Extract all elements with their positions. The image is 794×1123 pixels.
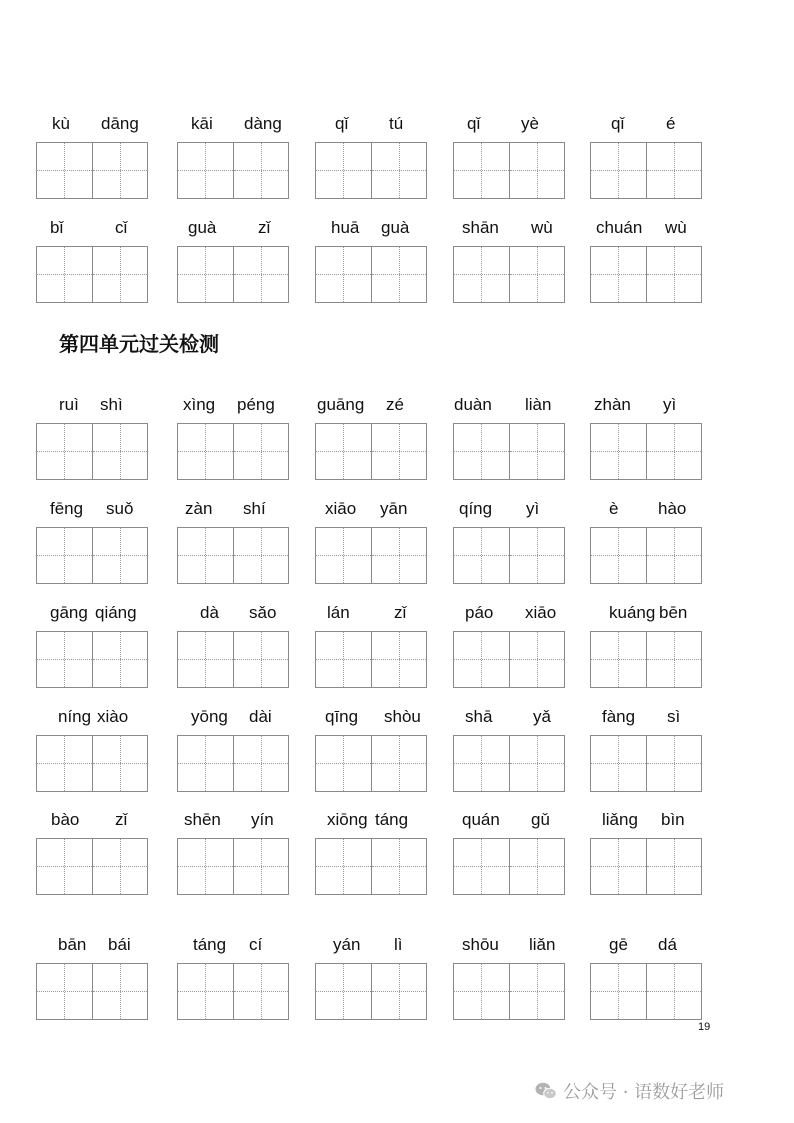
character-square[interactable] — [509, 964, 564, 1019]
pinyin-syllable-2: hào — [658, 499, 687, 518]
pinyin-syllable-1: xiāo — [325, 499, 357, 518]
tianzige-writing-box[interactable] — [590, 142, 702, 199]
pinyin-grid-cell — [36, 932, 148, 1018]
pinyin-syllable-1: táng — [193, 935, 227, 954]
tianzige-writing-box[interactable] — [590, 423, 702, 480]
pinyin-grid-cell — [315, 704, 427, 790]
tianzige-writing-box[interactable] — [453, 963, 565, 1020]
character-square[interactable] — [92, 528, 147, 583]
tianzige-writing-box[interactable] — [36, 246, 148, 303]
pinyin-syllable-1: shān — [462, 218, 499, 237]
pinyin-grid-cell — [590, 496, 702, 582]
pinyin-syllable-2: liǎn — [529, 935, 556, 954]
pinyin-grid-cell — [453, 807, 565, 893]
pinyin-syllable-2: yì — [663, 395, 677, 414]
pinyin-syllable-2: shòu — [384, 707, 421, 726]
pinyin-syllable-1: bān — [58, 935, 87, 954]
tianzige-writing-box[interactable] — [453, 142, 565, 199]
pinyin-grid-cell — [36, 704, 148, 790]
pinyin-syllable-1: è — [609, 499, 619, 518]
character-square[interactable] — [178, 736, 233, 791]
tianzige-writing-box[interactable] — [36, 963, 148, 1020]
pinyin-grid-cell — [453, 392, 565, 478]
character-square[interactable] — [316, 964, 371, 1019]
pinyin-syllable-2: qiáng — [95, 603, 137, 622]
character-square[interactable] — [37, 143, 92, 198]
character-square[interactable] — [454, 736, 509, 791]
tianzige-writing-box[interactable] — [315, 963, 427, 1020]
character-square[interactable] — [646, 964, 701, 1019]
pinyin-syllable-2: xiāo — [525, 603, 557, 622]
tianzige-writing-box[interactable] — [315, 735, 427, 792]
pinyin-grid-cell — [36, 496, 148, 582]
pinyin-grid-cell — [315, 392, 427, 478]
pinyin-syllable-1: kù — [52, 114, 70, 133]
pinyin-grid-cell — [590, 704, 702, 790]
tianzige-writing-box[interactable] — [36, 142, 148, 199]
character-square[interactable] — [233, 143, 288, 198]
wechat-watermark — [535, 1077, 724, 1105]
character-square[interactable] — [646, 736, 701, 791]
character-square[interactable] — [454, 424, 509, 479]
pinyin-grid-cell — [315, 807, 427, 893]
pinyin-syllable-1: bào — [51, 810, 80, 829]
character-square[interactable] — [454, 528, 509, 583]
pinyin-syllable-1: lán — [327, 603, 350, 622]
tianzige-writing-box[interactable] — [315, 423, 427, 480]
pinyin-syllable-2: cǐ — [115, 218, 128, 237]
character-square[interactable] — [178, 424, 233, 479]
pinyin-syllable-2: bái — [108, 935, 131, 954]
pinyin-grid-cell — [453, 932, 565, 1018]
character-square[interactable] — [371, 528, 426, 583]
character-square[interactable] — [92, 736, 147, 791]
pinyin-syllable-2: shí — [243, 499, 266, 518]
pinyin-syllable-2: yān — [380, 499, 408, 518]
character-square[interactable] — [233, 424, 288, 479]
tianzige-writing-box[interactable] — [36, 527, 148, 584]
tianzige-writing-box[interactable] — [315, 631, 427, 688]
character-square[interactable] — [454, 839, 509, 894]
pinyin-syllable-2: liàn — [525, 395, 552, 414]
pinyin-syllable-2: bēn — [659, 603, 688, 622]
character-square[interactable] — [37, 736, 92, 791]
tianzige-writing-box[interactable] — [590, 963, 702, 1020]
tianzige-writing-box[interactable] — [453, 735, 565, 792]
pinyin-syllable-1: duàn — [454, 395, 492, 414]
character-square[interactable] — [37, 839, 92, 894]
pinyin-syllable-2: sì — [667, 707, 681, 726]
pinyin-syllable-2: sǎo — [249, 603, 277, 622]
pinyin-grid-cell — [315, 215, 427, 301]
tianzige-writing-box[interactable] — [177, 142, 289, 199]
character-square[interactable] — [509, 247, 564, 302]
tianzige-writing-box[interactable] — [177, 631, 289, 688]
tianzige-writing-box[interactable] — [36, 631, 148, 688]
tianzige-writing-box[interactable] — [36, 423, 148, 480]
character-square[interactable] — [92, 247, 147, 302]
pinyin-syllable-2: bìn — [661, 810, 685, 829]
pinyin-syllable-2: xiào — [97, 707, 129, 726]
character-square[interactable] — [371, 632, 426, 687]
character-square[interactable] — [454, 632, 509, 687]
tianzige-writing-box[interactable] — [36, 838, 148, 895]
character-square[interactable] — [591, 736, 646, 791]
pinyin-syllable-2: suǒ — [106, 499, 134, 518]
pinyin-syllable-1: qǐ — [467, 114, 481, 133]
pinyin-syllable-2: wù — [665, 218, 687, 237]
pinyin-syllable-2: é — [666, 114, 676, 133]
pinyin-syllable-2: yè — [521, 114, 539, 133]
pinyin-syllable-2: zé — [386, 395, 404, 414]
pinyin-grid-cell — [177, 807, 289, 893]
pinyin-syllable-1: yōng — [191, 707, 228, 726]
character-square[interactable] — [233, 528, 288, 583]
character-square[interactable] — [233, 964, 288, 1019]
pinyin-grid-cell — [453, 215, 565, 301]
pinyin-grid-cell — [177, 704, 289, 790]
character-square[interactable] — [509, 143, 564, 198]
tianzige-writing-box[interactable] — [590, 735, 702, 792]
character-square[interactable] — [591, 632, 646, 687]
pinyin-syllable-1: kāi — [191, 114, 213, 133]
tianzige-writing-box[interactable] — [315, 527, 427, 584]
pinyin-syllable-1: xiōng — [327, 810, 368, 829]
pinyin-syllable-2: tú — [389, 114, 404, 133]
character-square[interactable] — [92, 964, 147, 1019]
character-square[interactable] — [37, 247, 92, 302]
character-square[interactable] — [454, 247, 509, 302]
pinyin-grid-cell — [315, 496, 427, 582]
pinyin-syllable-2: péng — [237, 395, 275, 414]
pinyin-grid-cell — [177, 111, 289, 197]
pinyin-grid-cell — [177, 932, 289, 1018]
pinyin-grid-cell — [590, 392, 702, 478]
pinyin-syllable-1: huā — [331, 218, 360, 237]
pinyin-syllable-1: fàng — [602, 707, 636, 726]
pinyin-syllable-1: bǐ — [50, 218, 64, 237]
pinyin-syllable-2: yǎ — [533, 707, 551, 726]
pinyin-syllable-1: fēng — [50, 499, 84, 518]
character-square[interactable] — [591, 839, 646, 894]
tianzige-writing-box[interactable] — [315, 142, 427, 199]
pinyin-grid-cell — [453, 111, 565, 197]
character-square[interactable] — [178, 632, 233, 687]
pinyin-syllable-1: kuáng — [609, 603, 656, 622]
pinyin-syllable-1: shā — [465, 707, 493, 726]
character-square[interactable] — [646, 424, 701, 479]
character-square[interactable] — [646, 247, 701, 302]
tianzige-writing-box[interactable] — [177, 963, 289, 1020]
pinyin-syllable-1: shēn — [184, 810, 221, 829]
pinyin-syllable-2: dāng — [101, 114, 139, 133]
character-square[interactable] — [646, 632, 701, 687]
character-square[interactable] — [233, 632, 288, 687]
character-square[interactable] — [509, 632, 564, 687]
pinyin-syllable-1: yán — [333, 935, 361, 954]
character-square[interactable] — [316, 143, 371, 198]
pinyin-grid-cell — [36, 215, 148, 301]
character-square[interactable] — [316, 736, 371, 791]
pinyin-grid-cell — [177, 392, 289, 478]
character-square[interactable] — [178, 964, 233, 1019]
pinyin-syllable-2: lì — [394, 935, 403, 954]
pinyin-syllable-2: dá — [658, 935, 677, 954]
character-square[interactable] — [509, 839, 564, 894]
pinyin-syllable-2: zǐ — [115, 810, 128, 829]
pinyin-grid-cell — [36, 392, 148, 478]
pinyin-grid-cell — [177, 600, 289, 686]
pinyin-syllable-2: dàng — [244, 114, 282, 133]
character-square[interactable] — [37, 964, 92, 1019]
pinyin-syllable-1: gāng — [50, 603, 88, 622]
pinyin-syllable-1: guà — [188, 218, 217, 237]
character-square[interactable] — [646, 839, 701, 894]
tianzige-writing-box[interactable] — [315, 246, 427, 303]
character-square[interactable] — [371, 839, 426, 894]
pinyin-syllable-1: guāng — [317, 395, 365, 414]
pinyin-syllable-1: dà — [200, 603, 219, 622]
pinyin-grid-cell — [590, 932, 702, 1018]
pinyin-syllable-1: zhàn — [594, 395, 631, 414]
pinyin-grid-cell — [453, 600, 565, 686]
tianzige-writing-box[interactable] — [590, 838, 702, 895]
pinyin-syllable-1: qíng — [459, 499, 493, 518]
pinyin-syllable-1: quán — [462, 810, 500, 829]
tianzige-writing-box[interactable] — [453, 423, 565, 480]
pinyin-syllable-1: zàn — [185, 499, 213, 518]
pinyin-grid-cell — [590, 600, 702, 686]
pinyin-syllable-1: gē — [609, 935, 628, 954]
pinyin-syllable-2: dài — [249, 707, 272, 726]
character-square[interactable] — [646, 143, 701, 198]
tianzige-writing-box[interactable] — [36, 735, 148, 792]
tianzige-writing-box[interactable] — [177, 527, 289, 584]
pinyin-grid-cell — [177, 215, 289, 301]
pinyin-syllable-2: gǔ — [531, 810, 550, 829]
character-square[interactable] — [37, 424, 92, 479]
character-square[interactable] — [591, 247, 646, 302]
character-square[interactable] — [454, 143, 509, 198]
tianzige-writing-box[interactable] — [177, 246, 289, 303]
watermark-label: 公众号 · 语数好老师 — [563, 1082, 725, 1103]
pinyin-syllable-1: qǐ — [335, 114, 349, 133]
tianzige-writing-box[interactable] — [453, 527, 565, 584]
tianzige-writing-box[interactable] — [590, 246, 702, 303]
character-square[interactable] — [509, 736, 564, 791]
character-square[interactable] — [92, 839, 147, 894]
character-square[interactable] — [509, 528, 564, 583]
pinyin-syllable-2: guà — [381, 218, 410, 237]
pinyin-grid-cell — [36, 111, 148, 197]
character-square[interactable] — [92, 632, 147, 687]
character-square[interactable] — [316, 632, 371, 687]
pinyin-syllable-1: shōu — [462, 935, 499, 954]
pinyin-grid-cell — [453, 704, 565, 790]
pinyin-syllable-1: chuán — [596, 218, 643, 237]
pinyin-grid-cell — [315, 111, 427, 197]
section-title: 第四单元过关检测 — [59, 332, 219, 356]
character-square[interactable] — [92, 424, 147, 479]
tianzige-writing-box[interactable] — [453, 246, 565, 303]
tianzige-writing-box[interactable] — [177, 735, 289, 792]
wechat-icon — [535, 1082, 557, 1100]
character-square[interactable] — [37, 632, 92, 687]
character-square[interactable] — [37, 528, 92, 583]
pinyin-syllable-1: xìng — [183, 395, 216, 414]
pinyin-grid-cell — [453, 496, 565, 582]
pinyin-syllable-1: qīng — [325, 707, 359, 726]
character-square[interactable] — [316, 839, 371, 894]
character-square[interactable] — [371, 247, 426, 302]
character-square[interactable] — [178, 839, 233, 894]
pinyin-syllable-2: wù — [531, 218, 553, 237]
pinyin-syllable-1: páo — [465, 603, 494, 622]
character-square[interactable] — [316, 528, 371, 583]
pinyin-grid-cell — [315, 600, 427, 686]
pinyin-syllable-2: shì — [100, 395, 123, 414]
pinyin-syllable-1: ruì — [59, 395, 79, 414]
pinyin-syllable-2: zǐ — [258, 218, 271, 237]
character-square[interactable] — [92, 143, 147, 198]
page-number: 19 — [698, 1021, 711, 1033]
character-square[interactable] — [178, 247, 233, 302]
pinyin-syllable-1: qǐ — [611, 114, 625, 133]
character-square[interactable] — [233, 736, 288, 791]
character-square[interactable] — [509, 424, 564, 479]
character-square[interactable] — [591, 528, 646, 583]
pinyin-syllable-2: yín — [251, 810, 274, 829]
character-square[interactable] — [591, 964, 646, 1019]
pinyin-grid-cell — [177, 496, 289, 582]
pinyin-syllable-2: zǐ — [394, 603, 407, 622]
tianzige-writing-box[interactable] — [590, 631, 702, 688]
character-square[interactable] — [371, 736, 426, 791]
pinyin-grid-cell — [36, 600, 148, 686]
pinyin-grid-cell — [590, 807, 702, 893]
character-square[interactable] — [178, 143, 233, 198]
tianzige-writing-box[interactable] — [453, 631, 565, 688]
tianzige-writing-box[interactable] — [453, 838, 565, 895]
character-square[interactable] — [316, 247, 371, 302]
pinyin-syllable-2: cí — [249, 935, 263, 954]
tianzige-writing-box[interactable] — [590, 527, 702, 584]
character-square[interactable] — [371, 143, 426, 198]
character-square[interactable] — [454, 964, 509, 1019]
character-square[interactable] — [233, 839, 288, 894]
pinyin-syllable-1: liǎng — [602, 810, 638, 829]
pinyin-grid-cell — [590, 111, 702, 197]
tianzige-writing-box[interactable] — [315, 838, 427, 895]
tianzige-writing-box[interactable] — [177, 838, 289, 895]
pinyin-syllable-1: níng — [58, 707, 92, 726]
character-square[interactable] — [371, 424, 426, 479]
character-square[interactable] — [371, 964, 426, 1019]
pinyin-grid-cell — [36, 807, 148, 893]
character-square[interactable] — [316, 424, 371, 479]
character-square[interactable] — [646, 528, 701, 583]
character-square[interactable] — [178, 528, 233, 583]
character-square[interactable] — [233, 247, 288, 302]
pinyin-syllable-2: táng — [375, 810, 409, 829]
tianzige-writing-box[interactable] — [177, 423, 289, 480]
character-square[interactable] — [591, 424, 646, 479]
character-square[interactable] — [591, 143, 646, 198]
pinyin-syllable-2: yì — [526, 499, 540, 518]
pinyin-grid-cell — [315, 932, 427, 1018]
pinyin-grid-cell — [590, 215, 702, 301]
